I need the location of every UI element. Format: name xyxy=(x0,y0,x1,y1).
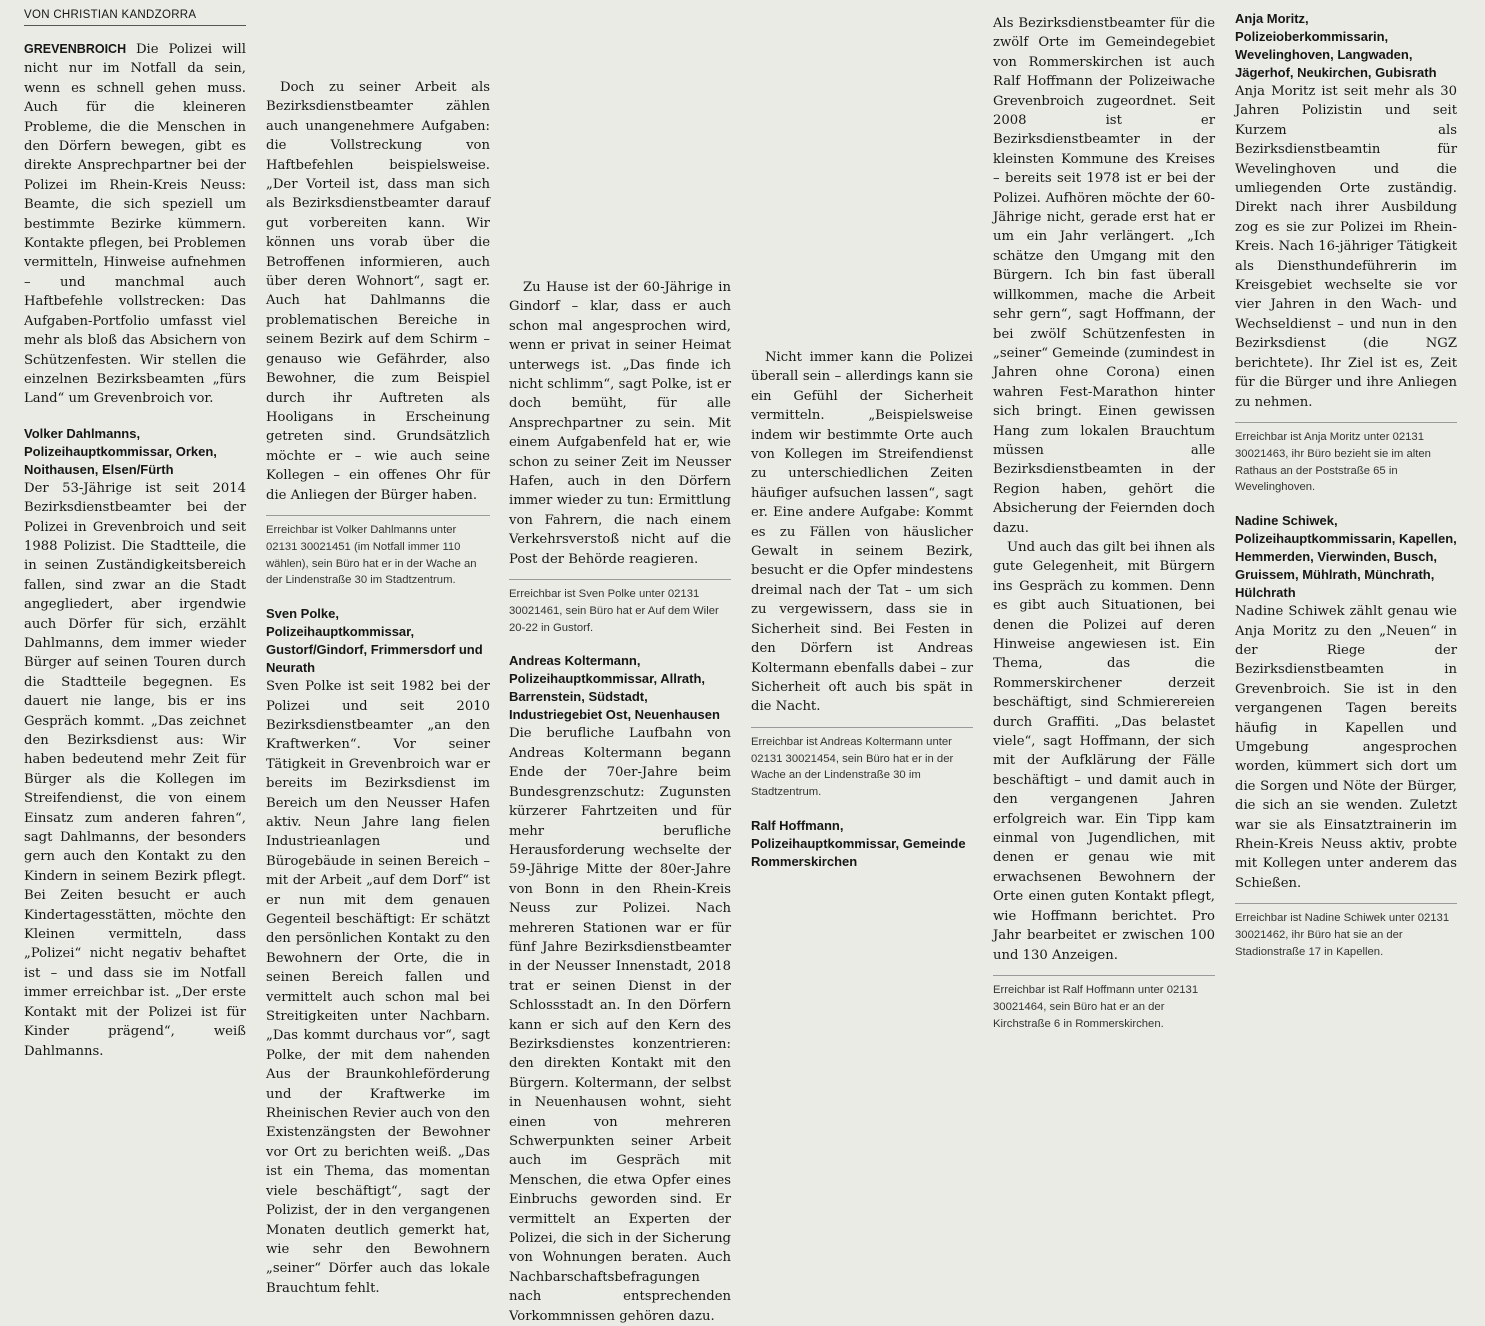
schiwek-contact: Erreichbar ist Nadine Schiwek unter 02131 30021462, ihr Büro hat sie an der Stadionstraße 17 in Kapellen. xyxy=(1235,903,1457,960)
heading-polke: Sven Polke, Polizeihauptkommissar, Gustorf/Gindorf, Frimmersdorf und Neurath xyxy=(266,606,483,676)
heading-koltermann: Andreas Koltermann, Polizeihauptkommissar, Allrath, Barrenstein, Südstadt, Industriegebiet Ost, Neuenhausen xyxy=(509,653,720,723)
heading-schiwek: Nadine Schiwek, Polizeihauptkommissarin, Kapellen, Hemmerden, Vierwinden, Busch, Gruissem, Mühlrath, Münchrath, Hülchrath xyxy=(1235,513,1457,601)
polke-paragraph-1: Sven Polke ist seit 1982 bei der Polizei und seit 2010 Bezirksdienstbeamter „an den Kraftwerken“. Vor seiner Tätigkeit in Grevenbroich war er bereits im Bezirksdienst im Bereich um den Neusser Hafen aktiv. Neun Jahre lang fielen Industrieanlagen und Bürogebäude in seinen Bereich – mit der Arbeit „auf dem Dorf“ ist er nun mit dem genauen Gegenteil beschäftigt: Er schätzt den persönlichen Kontakt zu den Bewohnern der Orte, die in seinen Bereich fallen und vermittelt auch schon mal bei Streitigkeiten unter Nachbarn. „Das kommt durchaus vor“, sagt Polke, der mit dem nahenden Aus der Braunkohleförderung und der Kraftwerke im Rheinischen Revier auch von den Existenzängsten der Bewohner vor Ort zu berichten weiß. „Das ist ein Thema, das momentan viele beschäftigt“, sagt der Polizist, der in den vergangenen Monaten deutlich gemerkt hat, wie sehr den Bewohnern „seiner“ Dörfer auch das lokale Brauchtum fehlt. xyxy=(266,679,490,1296)
column-2-flow xyxy=(266,78,490,1298)
moritz-paragraph-1: Anja Moritz ist seit mehr als 30 Jahren Polizistin und seit Kurzem als Bezirksdienstbeamtin für Wevelinghoven und die umliegenden Orte zuständig. Direkt nach ihrer Ausbildung zog es sie zur Polizei im Rhein-Kreis. Nach 16-jähriger Tätigkeit als Diensthundeführerin im Kreisgebiet wechselte sie vor vier Jahren in den Wach- und Wechseldienst – und nun in den Bezirksdienst (die NGZ berichtete). Ihr Ziel ist es, Zeit für die Bürger und ihre Anliegen zu nehmen. xyxy=(1235,84,1457,410)
column-5-flow xyxy=(993,14,1215,1032)
dahlmanns-paragraph-2: Doch zu seiner Arbeit als Bezirksdienstbeamter zählen auch unangenehmere Aufgaben: die Vollstreckung von Haftbefehlen beispielsweise. „Der Vorteil ist, dass man sich als Bezirksdienstbeamter darauf gut vorbereiten kann. Wir können uns vorab über die Betroffenen informieren, auch über deren Wohnort“, sagt er. Auch hat Dahlmanns die problematischen Bereiche in seinem Bezirk auf dem Schirm – genauso wie Gefährder, also Bewohner, die zum Beispiel durch ihr Auftreten als Hooligans in Erscheinung getreten sind. Grundsätzlich möchte er – wie auch seine Kollegen – ein offenes Ohr für die Anliegen der Bürger haben. xyxy=(266,80,490,503)
hoffmann-contact: Erreichbar ist Ralf Hoffmann unter 02131 30021464, sein Büro hat er an der Kirchstraße 6 in Rommerskirchen. xyxy=(993,975,1215,1032)
heading-hoffmann: Ralf Hoffmann, Polizeihauptkommissar, Gemeinde Rommerskirchen xyxy=(751,817,966,869)
intro-paragraph xyxy=(24,40,246,409)
heading-dahlmanns: Volker Dahlmanns, Polizeihauptkommissar, Orken, Noithausen, Elsen/Fürth xyxy=(24,425,217,477)
dateline: GREVENBROICH xyxy=(24,42,127,56)
intro-text: Die Polizei will nicht nur im Notfall da sein, wenn es schnell gehen muss. Auch für die kleineren Probleme, die die Menschen in den Dörfern bewegen, gibt es direkte Ansprechpartner bei der Polizei im Rhein-Kreis Neuss: Beamte, die sich speziell um bestimmte Bezirke kümmern. Kontakte pflegen, bei Problemen vermitteln, Hinweise aufnehmen – und manchmal auch Haftbefehle vollstrecken: Das Aufgaben-Portfolio umfasst viel mehr als bloß das Absichern von Schützenfesten. Wir stellen die einzelnen Bezirksbeamten „fürs Land“ um Grevenbroich vor. xyxy=(24,42,246,407)
byline: VON CHRISTIAN KANDZORRA xyxy=(24,0,246,26)
dahlmanns-paragraph-1: Der 53-Jährige ist seit 2014 Bezirksdienstbeamter bei der Polizei in Grevenbroich und seit 1988 Polizist. Die Stadtteile, die in seinen Zuständigkeitsbereich fallen, sind zwar an die Stadt angegliedert, aber irgendwie auch Dörfer für sich, erzählt Dahlmanns, dem immer wieder Bürger auf seinen Touren durch die Stadtteile begegnen. Es dauert nie lange, bis er ins Gespräch kommt. „Das zeichnet den Bezirksdienst aus: Wir haben bedeutend mehr Zeit für Bürger als die Kollegen im Streifendienst, die von einem Einsatz zum anderen fahren“, sagt Dahlmanns, der besonders gern auch den Kontakt zu den Kindern in seinem Bezirk pflegt. Bei Zeiten besucht er auch Kindertagesstätten, möchte den Kleinen vermitteln, dass „Polizei“ nicht negativ behaftet ist – und dass sie im Notfall immer erreichbar ist. „Der erste Kontakt mit der Polizei ist für Kinder prägend“, weiß Dahlmanns. xyxy=(24,480,246,1059)
heading-moritz: Anja Moritz, Polizeioberkommissarin, Wevelinghoven, Langwaden, Jägerhof, Neukirchen, Gubisrath xyxy=(1235,11,1437,80)
polke-paragraph-2: Zu Hause ist der 60-Jährige in Gindorf – klar, dass er auch schon mal angesprochen wird, wenn er privat in seiner Heimat unterwegs ist. „Das finde ich nicht schlimm“, sagt Polke, ist er doch bemüht, für alle Ansprechpartner zu sein. Mit einem Aufgabenfeld hat er, wie schon zu seiner Zeit im Neusser Hafen, auch in den Dörfern immer wieder zu tun: Ermittlung von Fahrern, die nach einem Verkehrsverstoß nicht auf die Post der Behörde reagieren. xyxy=(509,280,731,567)
polke-contact: Erreichbar ist Sven Polke unter 02131 30021461, sein Büro hat er Auf dem Wiler 20-22 in Gustorf. xyxy=(509,579,731,636)
hoffmann-paragraph-2: Und auch das gilt bei ihnen als gute Gelegenheit, mit Bürgern ins Gespräch zu kommen. Denn es gibt auch Situationen, bei denen die Polizei auf deren Hinweise angewiesen ist. Ein Thema, das die Rommerskirchener derzeit beschäftigt, sind Schmierereien durch Graffiti. „Das belastet viele“, sagt Hoffmann, der sich mit der Aufklärung der Fälle beschäftigt – und damit auch in den vergangenen Jahren erfolgreich war. Ein Tipp kam einmal von Jugendlichen, mit denen er genau wie mit erwachsenen Bewohnern der Orte einen guten Kontakt pflegt, wie Hoffmann berichtet. Pro Jahr bearbeitet er zwischen 100 und 130 Anzeigen. xyxy=(993,539,1215,963)
moritz-contact: Erreichbar ist Anja Moritz unter 02131 30021463, ihr Büro bezieht sie im alten Rathaus an der Poststraße 65 in Wevelinghoven. xyxy=(1235,422,1457,496)
column-5 xyxy=(993,0,1215,1030)
koltermann-paragraph-2: Nicht immer kann die Polizei überall sein – allerdings kann sie ein Gefühl der Sicherheit vermitteln. „Beispielsweise indem wir bestimmte Orte auch von Kollegen im Streifendienst zu unterschiedlichen Zeiten häufiger aufsuchen lassen“, sagt er. Eine andere Aufgabe: Kommt es zu Fällen von häuslicher Gewalt in seinem Bezirk, besucht er die Opfer mindestens dreimal nach der Tat – um sich zu vergewissern, dass sie in Sicherheit sind. Bei Festen in den Dörfern ist Andreas Koltermann ebenfalls dabei – zur Sicherheit oft auch bis spät in die Nacht. xyxy=(751,350,973,715)
column-4-flow xyxy=(751,348,973,871)
column-6-flow xyxy=(1235,10,1457,961)
schiwek-paragraph-1: Nadine Schiwek zählt genau wie Anja Moritz zu den „Neuen“ in der Riege der Bezirksdienstbeamten in Grevenbroich. Sie ist in den vergangenen Tagen bereits häufig in Kapellen und Umgebung angesprochen worden, kümmert sich dort um die Sorgen und Nöte der Bürger, die sich an sie wenden. Zuletzt war sie als Einsatztrainerin im Rhein-Kreis Neuss aktiv, probte mit Kollegen unter anderem das Schießen. xyxy=(1235,604,1457,891)
column-2 xyxy=(266,0,490,1296)
dahlmanns-contact: Erreichbar ist Volker Dahlmanns unter 02131 30021451 (im Notfall immer 110 wählen), sein Büro hat er in der Wache an der Lindenstraße 30 im Stadtzentrum. xyxy=(266,515,490,589)
column-3 xyxy=(509,0,731,1324)
column-4 xyxy=(751,0,973,869)
column-3-flow xyxy=(509,278,731,1326)
hoffmann-paragraph-1: Als Bezirksdienstbeamter für die zwölf Orte im Gemeindegebiet von Rommerskirchen ist auch Ralf Hoffmann der Polizeiwache Grevenbroich zugeordnet. Seit 2008 ist er Bezirksdienstbeamter in der kleinsten Kommune des Kreises – bereits seit 1978 ist er bei der Polizei. Aufhören möchte der 60-Jährige nicht, gerade erst hat er um ein Jahr verlängert. „Ich schätze den Umgang mit den Bürgern. Ich bin fast überall willkommen, mache die Arbeit sehr gern“, sagt Hoffmann, der bei zwölf Schützenfesten in „seiner“ Gemeinde (zumindest in Jahren ohne Corona) einen wahren Fest-Marathon hinter sich bringt. Einen gewissen Hang zum lokalen Brauchtum müssen alle Bezirksdienstbeamten in der Region haben, gehört die Absicherung der Feiernden doch dazu. xyxy=(993,16,1215,536)
column-6 xyxy=(1235,0,1457,958)
koltermann-contact: Erreichbar ist Andreas Koltermann unter 02131 30021454, sein Büro hat er in der Wache an der Lindenstraße 30 im Stadtzentrum. xyxy=(751,727,973,801)
koltermann-paragraph-1: Die berufliche Laufbahn von Andreas Koltermann begann Ende der 70er-Jahre beim Bundesgrenzschutz: Zugunsten kürzerer Fahrtzeiten und für mehr berufliche Herausforderung wechselte der 59-Jährige Mitte der 80er-Jahre von Bonn in den Rhein-Kreis Neuss zur Polizei. Nach mehreren Stationen war er für fünf Jahre Bezirksdienstbeamter in der Neusser Innenstadt, 2018 trat er seinen Dienst in der Schlossstadt an. In den Dörfern kann er sich auf den Kern des Bezirksdienstes konzentrieren: den direkten Kontakt mit den Bürgern. Koltermann, der selbst in Neuenhausen wohnt, sieht einen von mehreren Schwerpunkten seiner Arbeit auch im Gespräch mit Menschen, die etwa Opfer eines Einbruchs geworden sind. Er vermittelt an Experten der Polizei, die sich in der Sicherung von Wohnungen beraten. Auch Nachbarschaftsbefragungen nach entsprechenden Vorkommnissen gehören dazu. xyxy=(509,726,731,1324)
column-1 xyxy=(24,0,246,1059)
